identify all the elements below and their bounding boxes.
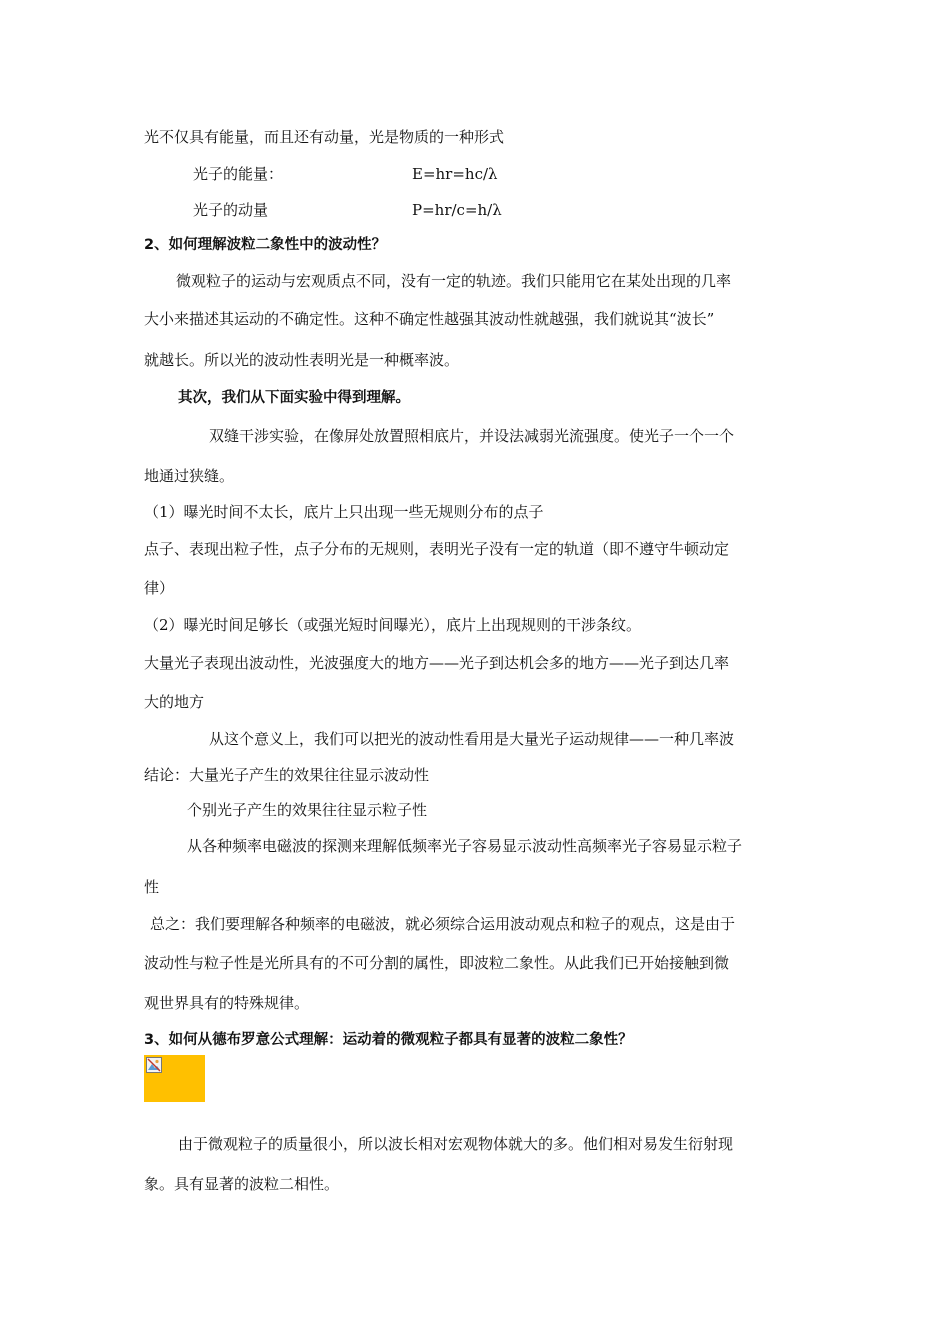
text-line: 光不仅具有能量，而且还有动量，光是物质的一种形式: [144, 128, 505, 146]
subheading: 其次，我们从下面实验中得到理解。: [178, 390, 410, 406]
text-line: （2）曝光时间足够长（或强光短时间曝光），底片上出现规则的干涉条纹。: [144, 616, 642, 634]
section-heading-3: 3、如何从德布罗意公式理解：运动着的微观粒子都具有显著的波粒二象性？: [144, 1032, 633, 1048]
text-line: 律）: [144, 579, 175, 597]
text-line: 波动性与粒子性是光所具有的不可分割的属性，即波粒二象性。从此我们已开始接触到微: [144, 954, 730, 972]
photon-momentum-label: 光子的动量: [193, 201, 269, 219]
section-heading-2: 2、如何理解波粒二象性中的波动性？: [144, 237, 387, 253]
text-line: 微观粒子的运动与宏观质点不同，没有一定的轨迹。我们只能用它在某处出现的几率: [176, 272, 732, 290]
photon-energy-label: 光子的能量：: [193, 165, 284, 183]
text-line: 性: [144, 878, 160, 896]
text-line: 双缝干涉实验，在像屏处放置照相底片，并设法减弱光流强度。使光子一个一个: [209, 427, 735, 445]
text-line: 点子、表现出粒子性，点子分布的无规则，表明光子没有一定的轨道（即不遵守牛顿动定: [144, 540, 730, 558]
broken-image-icon: [146, 1057, 162, 1073]
text-line: （1）曝光时间不太长，底片上只出现一些无规则分布的点子: [144, 503, 544, 521]
text-line: 地通过狭缝。: [144, 467, 235, 485]
text-line: 从这个意义上，我们可以把光的波动性看用是大量光子运动规律——一种几率波: [209, 730, 735, 748]
text-line: 观世界具有的特殊规律。: [144, 994, 310, 1012]
text-line: 从各种频率电磁波的探测来理解低频率光子容易显示波动性高频率光子容易显示粒子: [187, 837, 743, 855]
formula-image-placeholder: [144, 1055, 205, 1102]
text-line: 象。具有显著的波粒二相性。: [144, 1175, 340, 1193]
text-line: 大量光子表现出波动性，光波强度大的地方——光子到达机会多的地方——光子到达几率: [144, 654, 730, 672]
text-line: 结论：大量光子产生的效果往往显示波动性: [144, 766, 430, 784]
photon-energy-formula: E=hr=hc/λ: [412, 165, 498, 183]
text-line: 总之：我们要理解各种频率的电磁波，就必须综合运用波动观点和粒子的观点，这是由于: [150, 915, 736, 933]
text-line: 个别光子产生的效果往往显示粒子性: [187, 801, 428, 819]
text-line: 大的地方: [144, 693, 205, 711]
text-line: 大小来描述其运动的不确定性。这种不确定性越强其波动性就越强，我们就说其“波长”: [144, 310, 715, 328]
photon-momentum-formula: P=hr/c=h/λ: [412, 201, 502, 219]
text-line: 由于微观粒子的质量很小，所以波长相对宏观物体就大的多。他们相对易发生衍射现: [178, 1135, 734, 1153]
text-line: 就越长。所以光的波动性表明光是一种概率波。: [144, 351, 460, 369]
